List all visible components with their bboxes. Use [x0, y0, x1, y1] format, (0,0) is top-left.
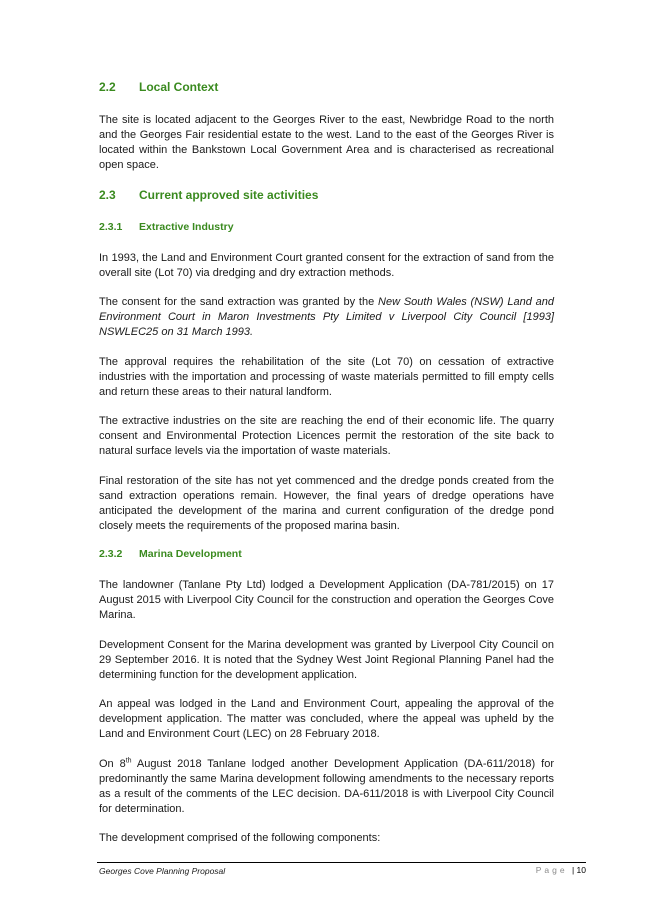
- heading-number: 2.3: [99, 187, 116, 202]
- heading-current-approved-site-activities: [99, 188, 554, 202]
- case-citation: New South Wales (NSW) Land and Environment Court in Maron Investments Pty Limited v Liverpool City Council [1993] NSWLEC25 on 31 March 1993.: [99, 296, 554, 338]
- heading-title: Marina Development: [139, 548, 242, 560]
- heading-number: 2.2: [99, 80, 116, 94]
- heading-title: Local Context: [139, 80, 219, 94]
- heading-extractive-industry: [99, 221, 554, 233]
- paragraph: The approval requires the rehabilitation of the site (Lot 70) on cessation of extractive industries with the importation and processing of waste materials permitted to fill empty cells and return these areas to their natural landform.: [99, 355, 554, 398]
- paragraph: The extractive industries on the site are reaching the end of their economic life. The quarry consent and Environmental Protection Licences permit the restoration of the site back to natural surface levels via the importation of waste materials.: [99, 415, 554, 457]
- paragraph: An appeal was lodged in the Land and Environment Court, appealing the approval of the development application. The matter was concluded, where the appeal was upheld by the Land and Environment Court (LEC) on 28 February 2018.: [99, 698, 554, 740]
- heading-title: Current approved site activities: [139, 187, 319, 202]
- paragraph-text: On 8: [99, 757, 126, 770]
- paragraph: [99, 295, 554, 340]
- page-footer: [97, 862, 586, 877]
- paragraph: In 1993, the Land and Environment Court granted consent for the extraction of sand from the overall site (Lot 70) via dredging and dry extraction methods.: [99, 251, 554, 279]
- document-body: [99, 76, 554, 861]
- footer-page-label: Page: [535, 865, 568, 875]
- heading-number: 2.3.1: [99, 220, 123, 233]
- paragraph: [99, 757, 554, 817]
- footer-separator: |: [571, 865, 575, 875]
- footer-page-number: 10: [576, 865, 586, 875]
- heading-number: 2.3.2: [99, 548, 123, 560]
- paragraph-text: August 2018 Tanlane lodged another Development Application (DA-611/2018) for predominantly the same Marina development following amendments to the necessary reports as a result of the comments of the LEC decision. DA-611/2018 is with Liverpool City Council for determination.: [99, 757, 554, 815]
- footer-document-title: Georges Cove Planning Proposal: [99, 866, 226, 876]
- paragraph: The landowner (Tanlane Pty Ltd) lodged a Development Application (DA-781/2015) on 17 August 2015 with Liverpool City Council for the construction and operation the Georges Cove Marina.: [99, 579, 554, 621]
- paragraph: The development comprised of the following components:: [99, 832, 381, 844]
- paragraph-text: The consent for the sand extraction was granted by the: [99, 296, 379, 308]
- paragraph: Final restoration of the site has not yet commenced and the dredge ponds created from the sand extraction operations remain. However, the final years of dredge operations have anticipated the development of the marina and current configuration of the dredge pond closely meets the requirements of the proposed marina basin.: [99, 474, 554, 532]
- heading-local-context: [99, 80, 554, 94]
- paragraph: The site is located adjacent to the Georges River to the east, Newbridge Road to the north and the Georges Fair residential estate to the west. Land to the east of the Georges River is located within the Bankstown Local Government Area and is characterised as recreational open space.: [99, 114, 554, 171]
- heading-title: Extractive Industry: [139, 220, 234, 233]
- footer-page-indicator: [536, 865, 586, 875]
- heading-marina-development: [99, 548, 554, 560]
- paragraph: Development Consent for the Marina development was granted by Liverpool City Council on 29 September 2016. It is noted that the Sydney West Joint Regional Planning Panel had the determining function for the development application.: [99, 638, 554, 681]
- ordinal-suffix: th: [125, 756, 132, 764]
